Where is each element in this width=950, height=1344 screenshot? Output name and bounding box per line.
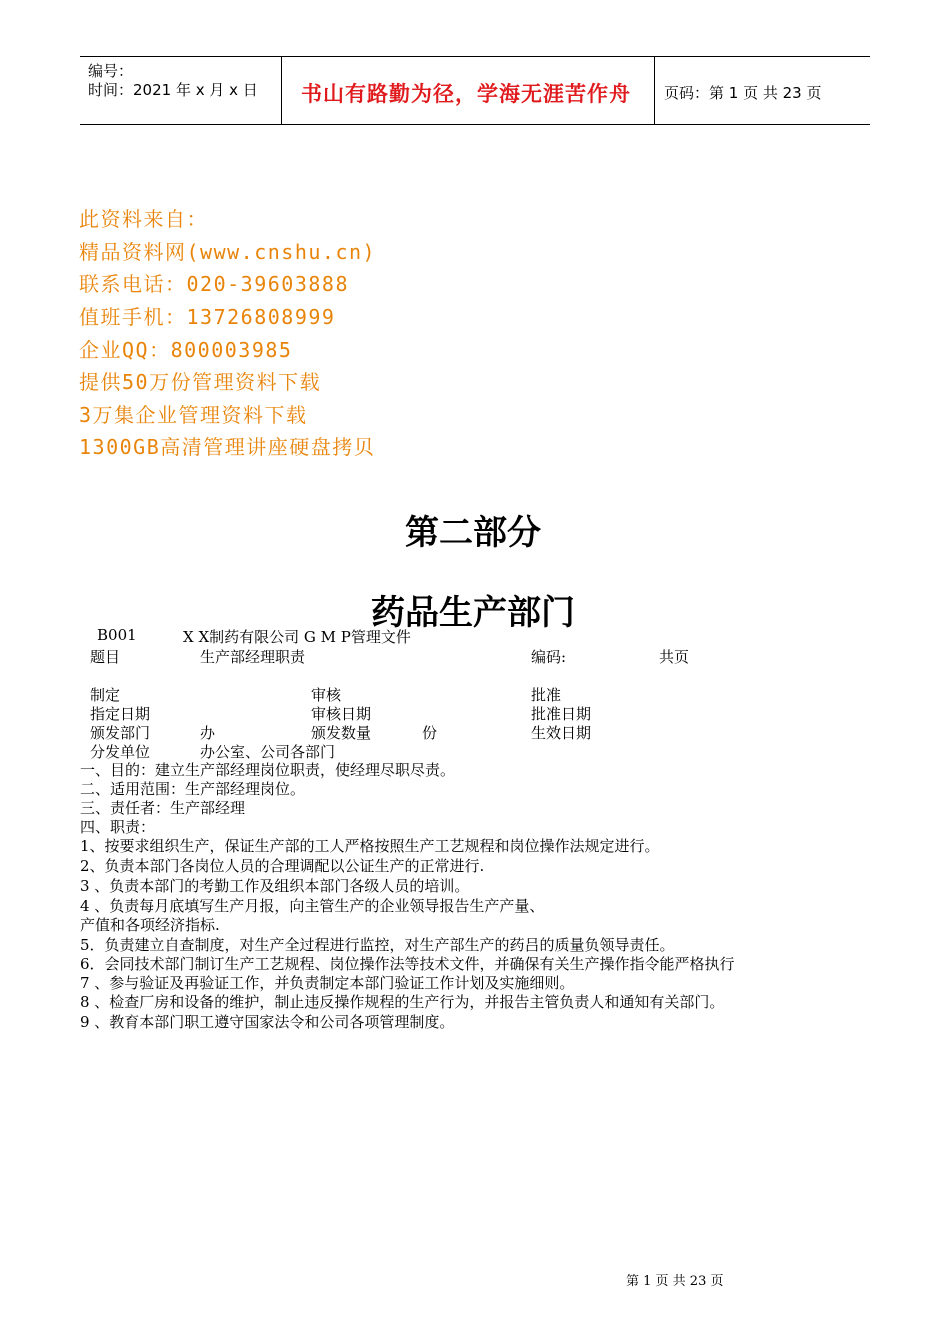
promo-line: 提供50万份管理资料下载 bbox=[79, 370, 322, 394]
promo-line: 此资料来自： bbox=[79, 207, 208, 231]
body-line: 三、责任者：生产部经理 bbox=[80, 799, 246, 817]
body-line: 4 、负责每月底填写生产月报，向主管生产的企业领导报告生产产量、 bbox=[80, 897, 545, 915]
promo-line: 企业QQ：800003985 bbox=[79, 338, 293, 362]
body-line: 5．负责建立自查制度，对生产全过程进行监控，对生产部生产的药吕的质量负领导责任。 bbox=[80, 936, 675, 954]
body-line: 2、负责本部门各岗位人员的合理调配以公证生产的正常进行. bbox=[80, 857, 485, 875]
body-line: 7 、参与验证及再验证工作，并负责制定本部门验证工作计划及实施细则。 bbox=[80, 974, 575, 992]
promo-line: 3万集企业管理资料下载 bbox=[79, 403, 308, 427]
body-line: 产值和各项经济指标. bbox=[80, 916, 220, 934]
dept-title: 药品生产部门 bbox=[371, 593, 575, 633]
made-by-label: 制定 bbox=[90, 686, 121, 704]
header-divider-right bbox=[654, 56, 655, 124]
made-date-label: 指定日期 bbox=[90, 705, 151, 723]
body-line: 一、目的：建立生产部经理岗位职责，使经理尽职尽责。 bbox=[80, 761, 456, 779]
review-label: 审核 bbox=[311, 686, 342, 704]
issue-dept-value: 办 bbox=[200, 724, 216, 742]
header-bottom-border bbox=[80, 124, 870, 125]
body-line: 8 、检查厂房和设备的维护，制止违反操作规程的生产行为，并报告主管负责人和通知有关部门。 bbox=[80, 993, 725, 1011]
body-line: 二、适用范围：生产部经理岗位。 bbox=[80, 780, 306, 798]
review-date-label: 审核日期 bbox=[311, 705, 372, 723]
issue-dept-label: 颁发部门 bbox=[90, 724, 151, 742]
body-line: 9 、教育本部门职工遵守国家法令和公司各项管理制度。 bbox=[80, 1013, 455, 1031]
issue-qty-label: 颁发数量 bbox=[311, 724, 372, 742]
body-line: 3 、负责本部门的考勤工作及组织本部门各级人员的培训。 bbox=[80, 877, 470, 895]
subject-label: 题目 bbox=[90, 648, 121, 666]
header-motto: 书山有路勤为径，学海无涯苦作舟 bbox=[301, 82, 631, 106]
header-divider-left bbox=[281, 56, 282, 124]
distribute-label: 分发单位 bbox=[90, 743, 151, 761]
header-date: 时间：2021 年 x 月 x 日 bbox=[88, 81, 258, 99]
doc-code: B001 bbox=[97, 626, 137, 644]
body-line: 四、职责： bbox=[80, 818, 156, 836]
promo-line: 值班手机：13726808999 bbox=[79, 305, 336, 329]
header-page-info: 页码：第 1 页 共 23 页 bbox=[664, 84, 822, 102]
subject-value: 生产部经理职责 bbox=[200, 648, 306, 666]
header-top-border bbox=[80, 56, 870, 57]
body-line: 1、按要求组织生产，保证生产部的工人严格按照生产工艺规程和岗位操作法规定进行。 bbox=[80, 837, 660, 855]
doc-company: X X制药有限公司 G M P管理文件 bbox=[183, 628, 411, 646]
effective-date-label: 生效日期 bbox=[531, 724, 592, 742]
page-footer: 第 1 页 共 23 页 bbox=[626, 1274, 724, 1289]
promo-line: 精品资料网(www.cnshu.cn) bbox=[79, 240, 377, 264]
issue-qty-unit: 份 bbox=[422, 724, 438, 742]
promo-line: 1300GB高清管理讲座硬盘拷贝 bbox=[79, 435, 376, 459]
pages-label: 共页 bbox=[659, 648, 690, 666]
body-line: 6．会同技术部门制订生产工艺规程、岗位操作法等技术文件，并确保有关生产操作指令能严格执行 bbox=[80, 955, 735, 973]
approve-label: 批准 bbox=[531, 686, 562, 704]
distribute-value: 办公室、公司各部门 bbox=[200, 743, 336, 761]
header-number-label: 编号： bbox=[88, 62, 134, 80]
part-title: 第二部分 bbox=[405, 513, 541, 553]
promo-line: 联系电话：020-39603888 bbox=[79, 272, 349, 296]
number-label: 编码: bbox=[531, 648, 567, 666]
approve-date-label: 批准日期 bbox=[531, 705, 592, 723]
